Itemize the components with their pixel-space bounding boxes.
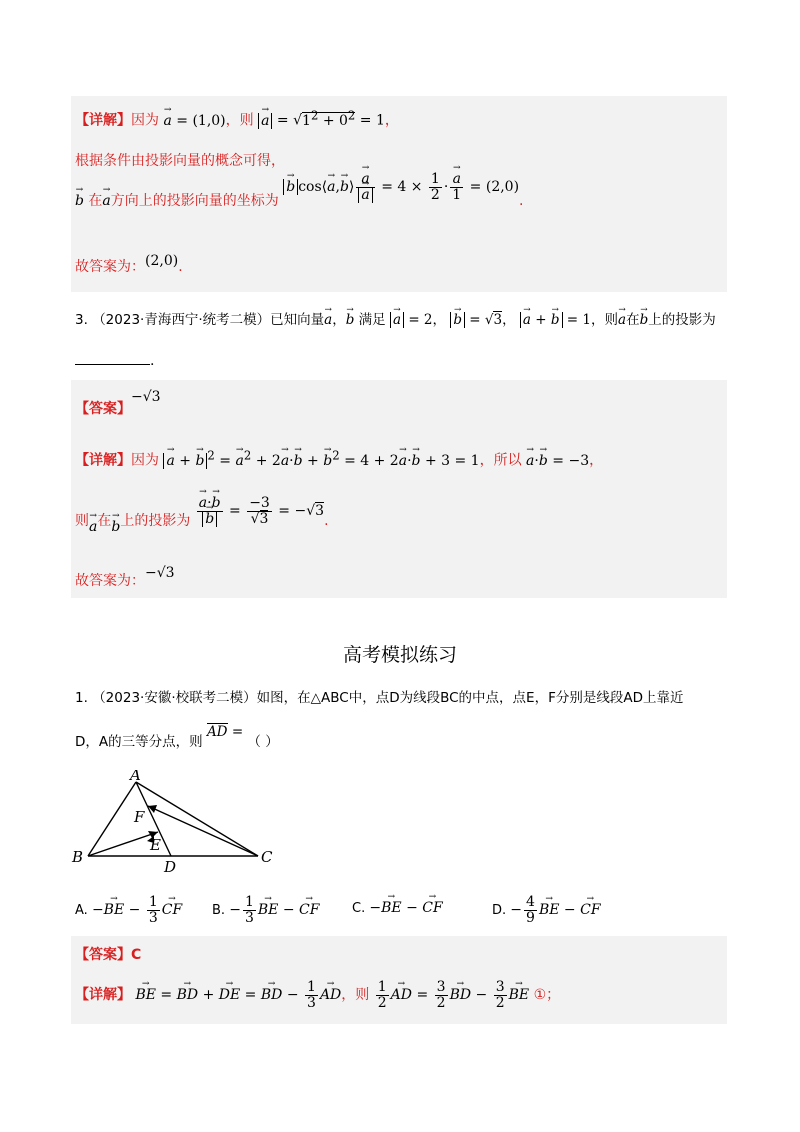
edge-ab	[88, 782, 136, 856]
detail-tag: 【详解】	[75, 112, 131, 129]
math-norm-a: → $a = √1^2 + 0^2 = 1$	[258, 112, 385, 129]
section-title: 高考模拟练习	[342, 644, 457, 666]
option-c[interactable]: C. −→ BE − → CF	[352, 900, 443, 916]
label-d: D	[164, 858, 177, 875]
box1-answer: 故答案为：(2,0).	[75, 253, 183, 275]
math-dot: → a·→ b = −3	[526, 453, 589, 469]
box1-line2: 根据条件由投影向量的概念可得，	[75, 153, 285, 169]
option-b[interactable]: B. − $\frac{1}{3}$ → BE − → CF	[212, 895, 319, 925]
segment-cf	[148, 806, 258, 856]
box2-answer: 【答案】−√3	[75, 389, 161, 417]
option-d[interactable]: D. − $\frac{4}{9}$ → BE − → CF	[492, 895, 601, 925]
box3-detail: 【详解】 → BE = → BD + → DE = → BD − $\frac{1}{3}$ → AD，则 $\frac{1}{2}$ → AD = $\frac{3}{2}$ → BD − $\frac{3}{2}$ → BE ①；	[75, 980, 560, 1010]
label-a: A	[130, 770, 141, 784]
box3-answer: 【答案】C	[75, 947, 142, 963]
math-expand: → a + → b $^2$ = → $a^2 + 2\to a\cdot\to b$ + → $b^2 = 4 + 2\to a\cdot\to b + 3 = 1$	[163, 453, 479, 469]
q1-line1: 1. （2023·安徽·校联考二模）如图，在△ABC中，点D为线段BC的中点，点E，F分别是线段AD上靠近	[75, 690, 684, 706]
option-a[interactable]: A. −→ BE − $\frac{1}{3}$ → CF	[75, 895, 182, 925]
label-c: C	[261, 848, 273, 866]
label-b: B	[72, 848, 84, 866]
math-a-eq: → a = (1,0)	[163, 113, 225, 129]
answer-blank[interactable]	[75, 364, 150, 365]
q3-line1: 3. （2023·青海西宁·统考二模）已知向量→ a，→ b 满足 → a = 2， → b = √3， → a + → b = 1，则→ a在→ b上的投影为	[75, 308, 716, 328]
math-projection: → b cos⟨→ a,→ b⟩ → a → a = 4 × $\frac{1}{2}$ · → $\frac{a}{1}$ = (2,0)	[283, 179, 519, 195]
math-projection-2: → a·→ b → b = $\frac{-3}{√3}$ = −√3	[195, 503, 324, 519]
math-be: → BE = → BD + → DE = → BD − $\frac{1}{3}$ → AD	[135, 987, 341, 1003]
box2-final: 故答案为：−√3	[75, 565, 175, 589]
box1-line3: → b 在→ a方向上的投影向量的坐标为 → b cos⟨→ a,→ b⟩ → a → a = 4 × $\frac{1}{2}$ · → $\frac{a}{1}$ = (2,0).	[75, 186, 524, 216]
segment-be	[88, 832, 158, 856]
label-f: F	[134, 808, 145, 826]
math-ad: $\frac{1}{2}$ → AD = $\frac{3}{2}$ → BD − $\frac{3}{2}$ → BE	[374, 987, 529, 1003]
box2-detail2: 则→ a在→ b上的投影为 → a·→ b → b = $\frac{-3}{√3}$ = −√3.	[75, 506, 329, 536]
q3-blank: .	[75, 353, 154, 369]
triangle-figure	[68, 770, 288, 875]
box2-detail1: 【详解】因为 → a + → b $^2$ = → $a^2 + 2\to a\cdot\to b$ + → $b^2 = 4 + 2\to a\cdot\to b + 3 = 1$，所以 → a·→ b = −3，	[75, 448, 603, 470]
q1-line2: D，A的三等分点，则 AD = （ ）	[75, 724, 279, 750]
label-e: E	[150, 836, 161, 854]
box1-line1: 【详解】因为 → a = (1,0)，则 → $a = √1^2 + 0^2 = 1$，	[75, 108, 399, 130]
